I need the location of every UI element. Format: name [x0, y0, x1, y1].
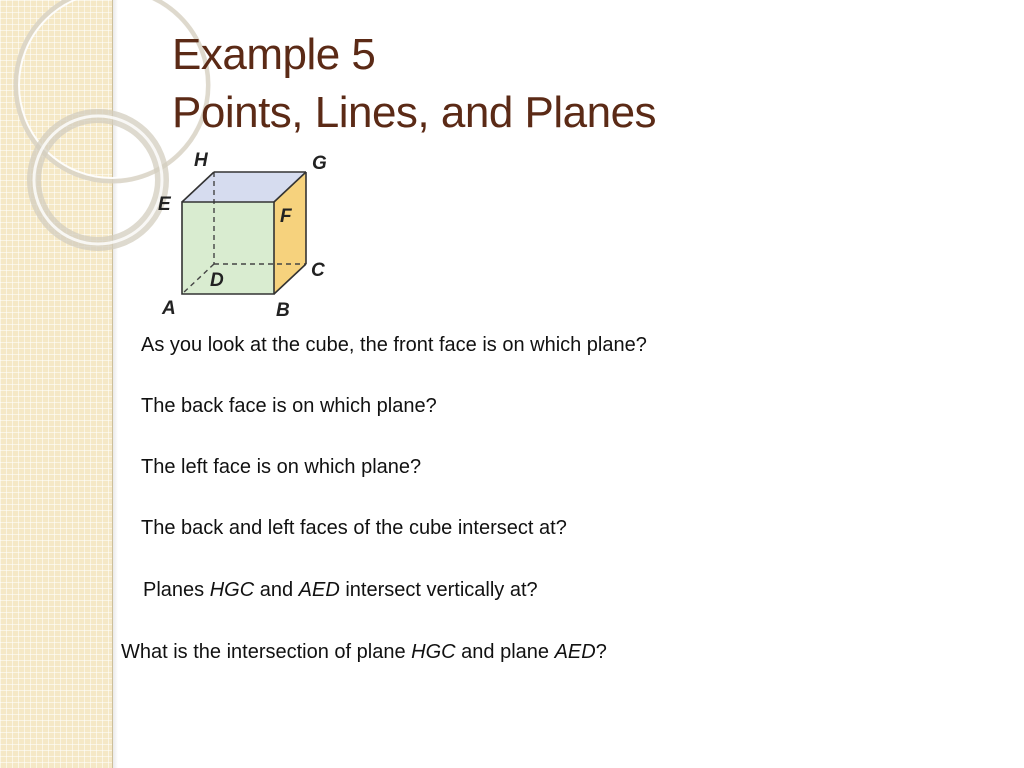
question-5-text-a: Planes [143, 579, 210, 601]
slide-title [172, 26, 656, 142]
label-d: D [210, 270, 224, 291]
cube-diagram [152, 146, 342, 324]
question-4: The back and left faces of the cube intersect at? [141, 517, 567, 539]
question-5-text-b: and [254, 579, 299, 601]
question-2: The back face is on which plane? [141, 395, 437, 417]
question-1: As you look at the cube, the front face is on which plane? [141, 334, 647, 356]
question-5-text-c: intersect vertically at? [339, 579, 538, 601]
label-a: A [162, 298, 176, 319]
question-5-plane-2: AED [298, 579, 340, 601]
label-g: G [312, 153, 327, 174]
cube-front-face [182, 202, 274, 294]
label-f: F [280, 206, 292, 227]
label-e: E [158, 194, 171, 215]
question-6-text-b: and plane [455, 641, 555, 663]
label-b: B [276, 300, 290, 321]
title-line-2: Points, Lines, and Planes [172, 88, 657, 137]
question-3: The left face is on which plane? [141, 456, 422, 478]
question-6-plane-2: AED [554, 641, 596, 663]
question-6-plane-1: HGC [411, 641, 456, 663]
question-6 [121, 641, 607, 664]
question-5 [143, 579, 538, 602]
label-c: C [311, 260, 325, 281]
label-h: H [194, 150, 208, 171]
title-line-1: Example 5 [172, 30, 376, 79]
question-6-text-c: ? [595, 641, 607, 663]
question-5-plane-1: HGC [209, 579, 255, 601]
question-6-text-a: What is the intersection of plane [121, 641, 412, 663]
